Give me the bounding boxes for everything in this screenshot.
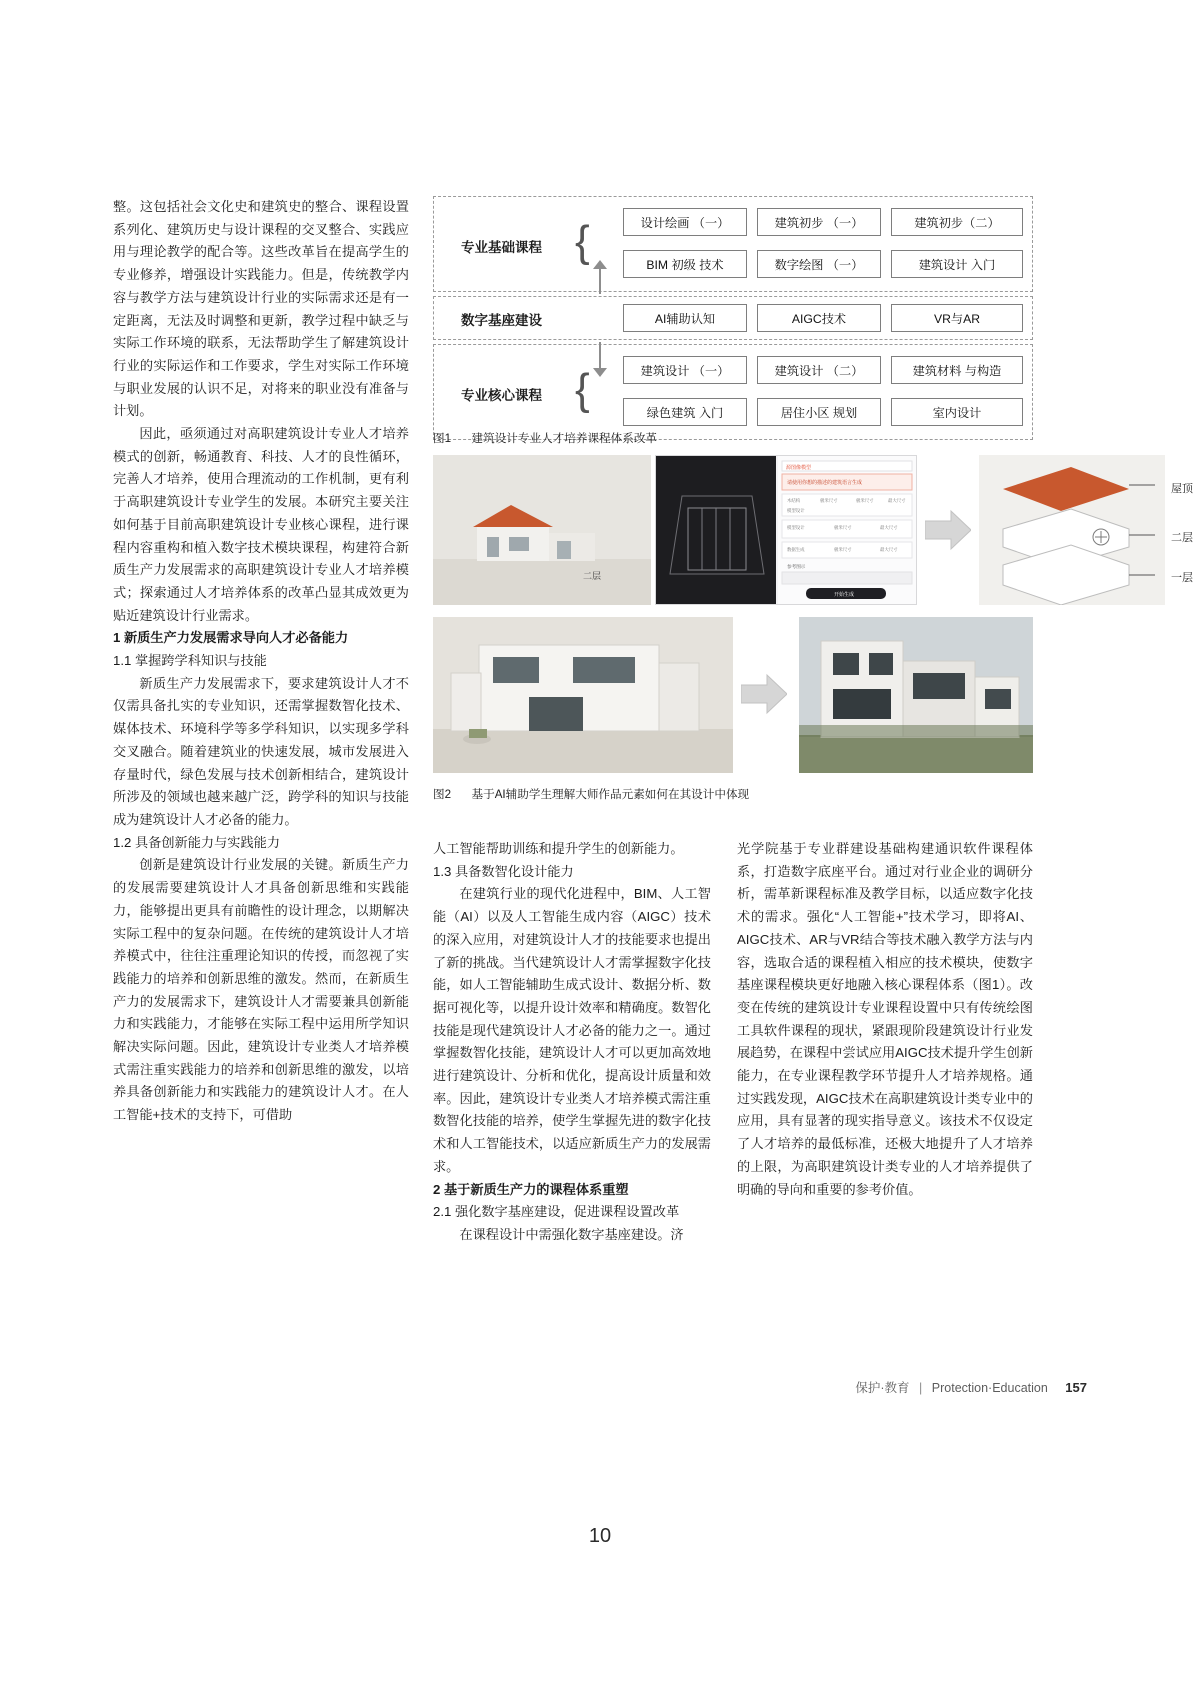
course-cell: 建筑设计 入门	[891, 250, 1023, 278]
text-column-3	[737, 838, 1033, 1201]
svg-text:木结构: 木结构	[787, 498, 801, 503]
subsection-heading-1-2: 1.2 具备创新能力与实践能力	[113, 834, 281, 850]
figure-2-caption-text: 基于AI辅助学生理解大师作品元素如何在其设计中体现	[471, 788, 750, 801]
figure-2-caption	[433, 786, 749, 802]
paragraph: 整。这包括社会文化史和建筑史的整合、课程设置系列化、建筑历史与设计课程的交叉整合、实践应用与理论教学的配合等。这些改革旨在提高学生的专业修养，增强设计实践能力。但是，传统教学内容与教学方法与建筑设计行业的实际需求还是有一定距离，无法及时调整和更新，教学过程中缺乏与实际工作环境的联系，无法帮助学生了解建筑设计行业的实际运作和工作要求，学生对实际工作环境与职业发展的认识不足，对将来的职业没有准备与计划。	[113, 199, 409, 419]
text-column-2	[433, 838, 711, 1247]
subsection-heading-1-3: 1.3 具备数智化设计能力	[433, 863, 574, 879]
final-render-svg	[799, 617, 1033, 773]
annotation-roof: 屋顶	[1171, 483, 1193, 495]
paragraph: 因此，亟须通过对高职建筑设计专业人才培养模式的创新，畅通教育、科技、人才的良性循环，完善人才培养，使用合理流动的工作机制，更有利于高职建筑设计专业学生的发展。本研究主要关注如何基于目前高职建筑设计专业核心课程，进行课程内容重构和植入数字技术模块课程，构建符合新质生产力发展需求的高职建筑设计专业人才培养模式；探索通过人才培养体系的改革凸显其成效更为贴近建筑设计行业需求。	[113, 426, 409, 623]
subsection-heading-1-1: 1.1 掌握跨学科知识与技能	[113, 653, 267, 669]
model-render-svg	[433, 455, 651, 605]
course-cell: 建筑材料 与构造	[891, 356, 1023, 384]
svg-text:模型设计: 模型设计	[787, 525, 805, 530]
paragraph: 创新是建筑设计行业发展的关键。新质生产力的发展需要建筑设计人才具备创新思维和实践能力，能够提出更具有前瞻性的设计理念，以期解决实际工程中的复杂问题。在传统的建筑设计人才培养模式中，往往注重理论知识的传授，而忽视了实践能力的培养和创新思维的激发。然而，在新质生产力的发展需求下，建筑设计人才需要兼具创新能力和实践能力，才能够在实际工程中运用所学知识解决实际问题。因此，建筑设计专业类人才培养模式需注重实践能力的培养和创新思维的激发，以培养具备创新能力和实践能力的建筑设计人才。在人工智能+技术的支持下，可借助	[113, 857, 409, 1123]
figure-1-caption	[433, 430, 657, 446]
brace-basic: {	[575, 217, 590, 266]
annotation-floor2: 二层	[1171, 532, 1193, 544]
arrow-stem-down	[599, 342, 601, 368]
footer-page-number: 157	[1065, 1380, 1087, 1395]
arrow-right-bottom	[741, 671, 787, 722]
arrow-head-up	[593, 260, 607, 269]
paragraph: 人工智能帮助训练和提升学生的创新能力。	[433, 841, 684, 856]
arrow-head-down	[593, 368, 607, 377]
row-label-digital-base: 数字基座建设	[461, 313, 542, 328]
course-cell: 数字绘图 （一）	[757, 250, 881, 278]
text-column-1	[113, 196, 409, 1127]
svg-text:最大尺寸: 最大尺寸	[888, 498, 906, 503]
course-cell: 建筑设计 （一）	[623, 356, 747, 384]
svg-text:请使用你想的描述的建筑语言生成: 请使用你想的描述的建筑语言生成	[787, 480, 863, 486]
massing-render-svg	[433, 617, 733, 773]
subsection-heading-2-1: 2.1 强化数字基座建设，促进课程设置改革	[433, 1204, 680, 1220]
figure-1-diagram	[433, 196, 1033, 418]
course-cell: 建筑初步 （一）	[757, 208, 881, 236]
figure-1-caption-text: 建筑设计专业人才培养课程体系改革	[471, 432, 658, 445]
course-cell: VR与AR	[891, 304, 1023, 332]
svg-text:极米尺寸: 极米尺寸	[820, 498, 838, 503]
section-heading-2: 2 基于新质生产力的课程体系重塑	[433, 1181, 629, 1197]
svg-text:数据生成: 数据生成	[787, 547, 805, 552]
row-label-basic-courses: 专业基础课程	[461, 240, 542, 255]
svg-text:最大尺寸: 最大尺寸	[880, 547, 898, 552]
footer-section-cn: 保护·教育	[855, 1381, 910, 1395]
paragraph: 新质生产力发展需求下，要求建筑设计人才不仅需具备扎实的专业知识，还需掌握数智化技术、媒体技术、环境科学等多学科知识，以实现多学科交叉融合。随着建筑业的快速发展，城市发展进入存量时代，绿色发展与技术创新相结合，建筑设计所涉及的领域也越来越广泛，跨学科的知识与技能成为建筑设计人才必备的能力。	[113, 675, 409, 827]
ai-panel-svg	[656, 456, 916, 604]
svg-text:模型设计: 模型设计	[787, 508, 805, 513]
paragraph: 光学院基于专业群建设基础构建通识软件课程体系，打造数字底座平台。通过对行业企业的调研分析，需革新课程标准及教学目标，以适应数字化技术的需求。强化“人工智能+”技术学习，即将AI、AIGC技术、AR与VR结合等技术融入教学方法与内容，选取合适的课程植入相应的技术模块，使数字基座课程模块更好地融入核心课程体系（图1）。改变在传统的建筑设计专业课程设置中只有传统绘图工具软件课程的现状，紧跟现阶段建筑设计行业发展趋势，在课程中尝试应用AIGC技术提升学生创新能力，在专业课程教学环节提升人才培养规格。通过实践发现，AIGC技术在高职建筑设计类专业中的应用，具有显著的现实指导意义。该技术不仅设定了人才培养的最低标准，还极大地提升了人才培养的上限，为高职建筑设计类专业的人才培养提供了明确的导向和重要的参考价值。	[737, 841, 1033, 1197]
arrow-stem-up	[599, 268, 601, 294]
paragraph: 在课程设计中需强化数字基座建设。济	[459, 1226, 684, 1242]
course-cell: 室内设计	[891, 398, 1023, 426]
course-cell: AIGC技术	[757, 304, 881, 332]
brace-core: {	[575, 365, 590, 414]
annotation-floor1: 一层	[1171, 572, 1193, 584]
page-footer	[855, 1378, 1087, 1396]
svg-text:二层: 二层	[583, 571, 602, 581]
figure-2-caption-label: 图2	[433, 788, 452, 801]
svg-text:参考图示: 参考图示	[787, 564, 806, 569]
arrow-right-top	[925, 507, 971, 558]
svg-text:开始生成: 开始生成	[834, 592, 855, 598]
photo-massing-render	[433, 617, 733, 773]
course-cell: 建筑设计 （二）	[757, 356, 881, 384]
course-cell: 建筑初步（二）	[891, 208, 1023, 236]
figure-1-caption-label: 图1	[433, 432, 452, 445]
svg-text:最大尺寸: 最大尺寸	[880, 525, 898, 530]
section-heading-1: 1 新质生产力发展需求导向人才必备能力	[113, 630, 349, 646]
exploded-axon-svg	[979, 455, 1165, 605]
footer-section-en: Protection·Education	[931, 1381, 1048, 1395]
svg-text:极米尺寸: 极米尺寸	[856, 498, 874, 503]
course-cell: AI辅助认知	[623, 304, 747, 332]
photo-final-render	[799, 617, 1033, 773]
svg-text:极米尺寸: 极米尺寸	[834, 525, 852, 530]
photo-ai-panel	[655, 455, 917, 605]
photo-model-render	[433, 455, 651, 605]
course-cell: 绿色建筑 入门	[623, 398, 747, 426]
course-cell: BIM 初级 技术	[623, 250, 747, 278]
course-cell: 居住小区 规划	[757, 398, 881, 426]
sheet-page-number: 10	[588, 1525, 612, 1547]
svg-text:源图像模型: 源图像模型	[786, 465, 812, 471]
paragraph: 在建筑行业的现代化进程中，BIM、人工智能（AI）以及人工智能生成内容（AIGC）技术的深入应用，对建筑设计人才的技能要求也提出了新的挑战。当代建筑设计人才需掌握数字化技能，如人工智能辅助生成式设计、数据分析、数据可视化等，以提升设计效率和精确度。数智化技能是现代建筑设计人才必备的能力之一。通过掌握数智化技能，建筑设计人才可以更加高效地进行建筑设计、分析和优化，提高设计质量和效率。因此，建筑设计专业类人才培养模式需注重数智化技能的培养，使学生掌握先进的数字化技术和人工智能技术，以适应新质生产力的发展需求。	[433, 886, 711, 1174]
svg-text:极米尺寸: 极米尺寸	[834, 547, 852, 552]
figure-2-images	[433, 455, 1193, 775]
photo-exploded-axon	[979, 455, 1165, 605]
course-cell: 设计绘画 （一）	[623, 208, 747, 236]
row-label-core-courses: 专业核心课程	[461, 388, 542, 403]
footer-divider: |	[919, 1381, 923, 1395]
